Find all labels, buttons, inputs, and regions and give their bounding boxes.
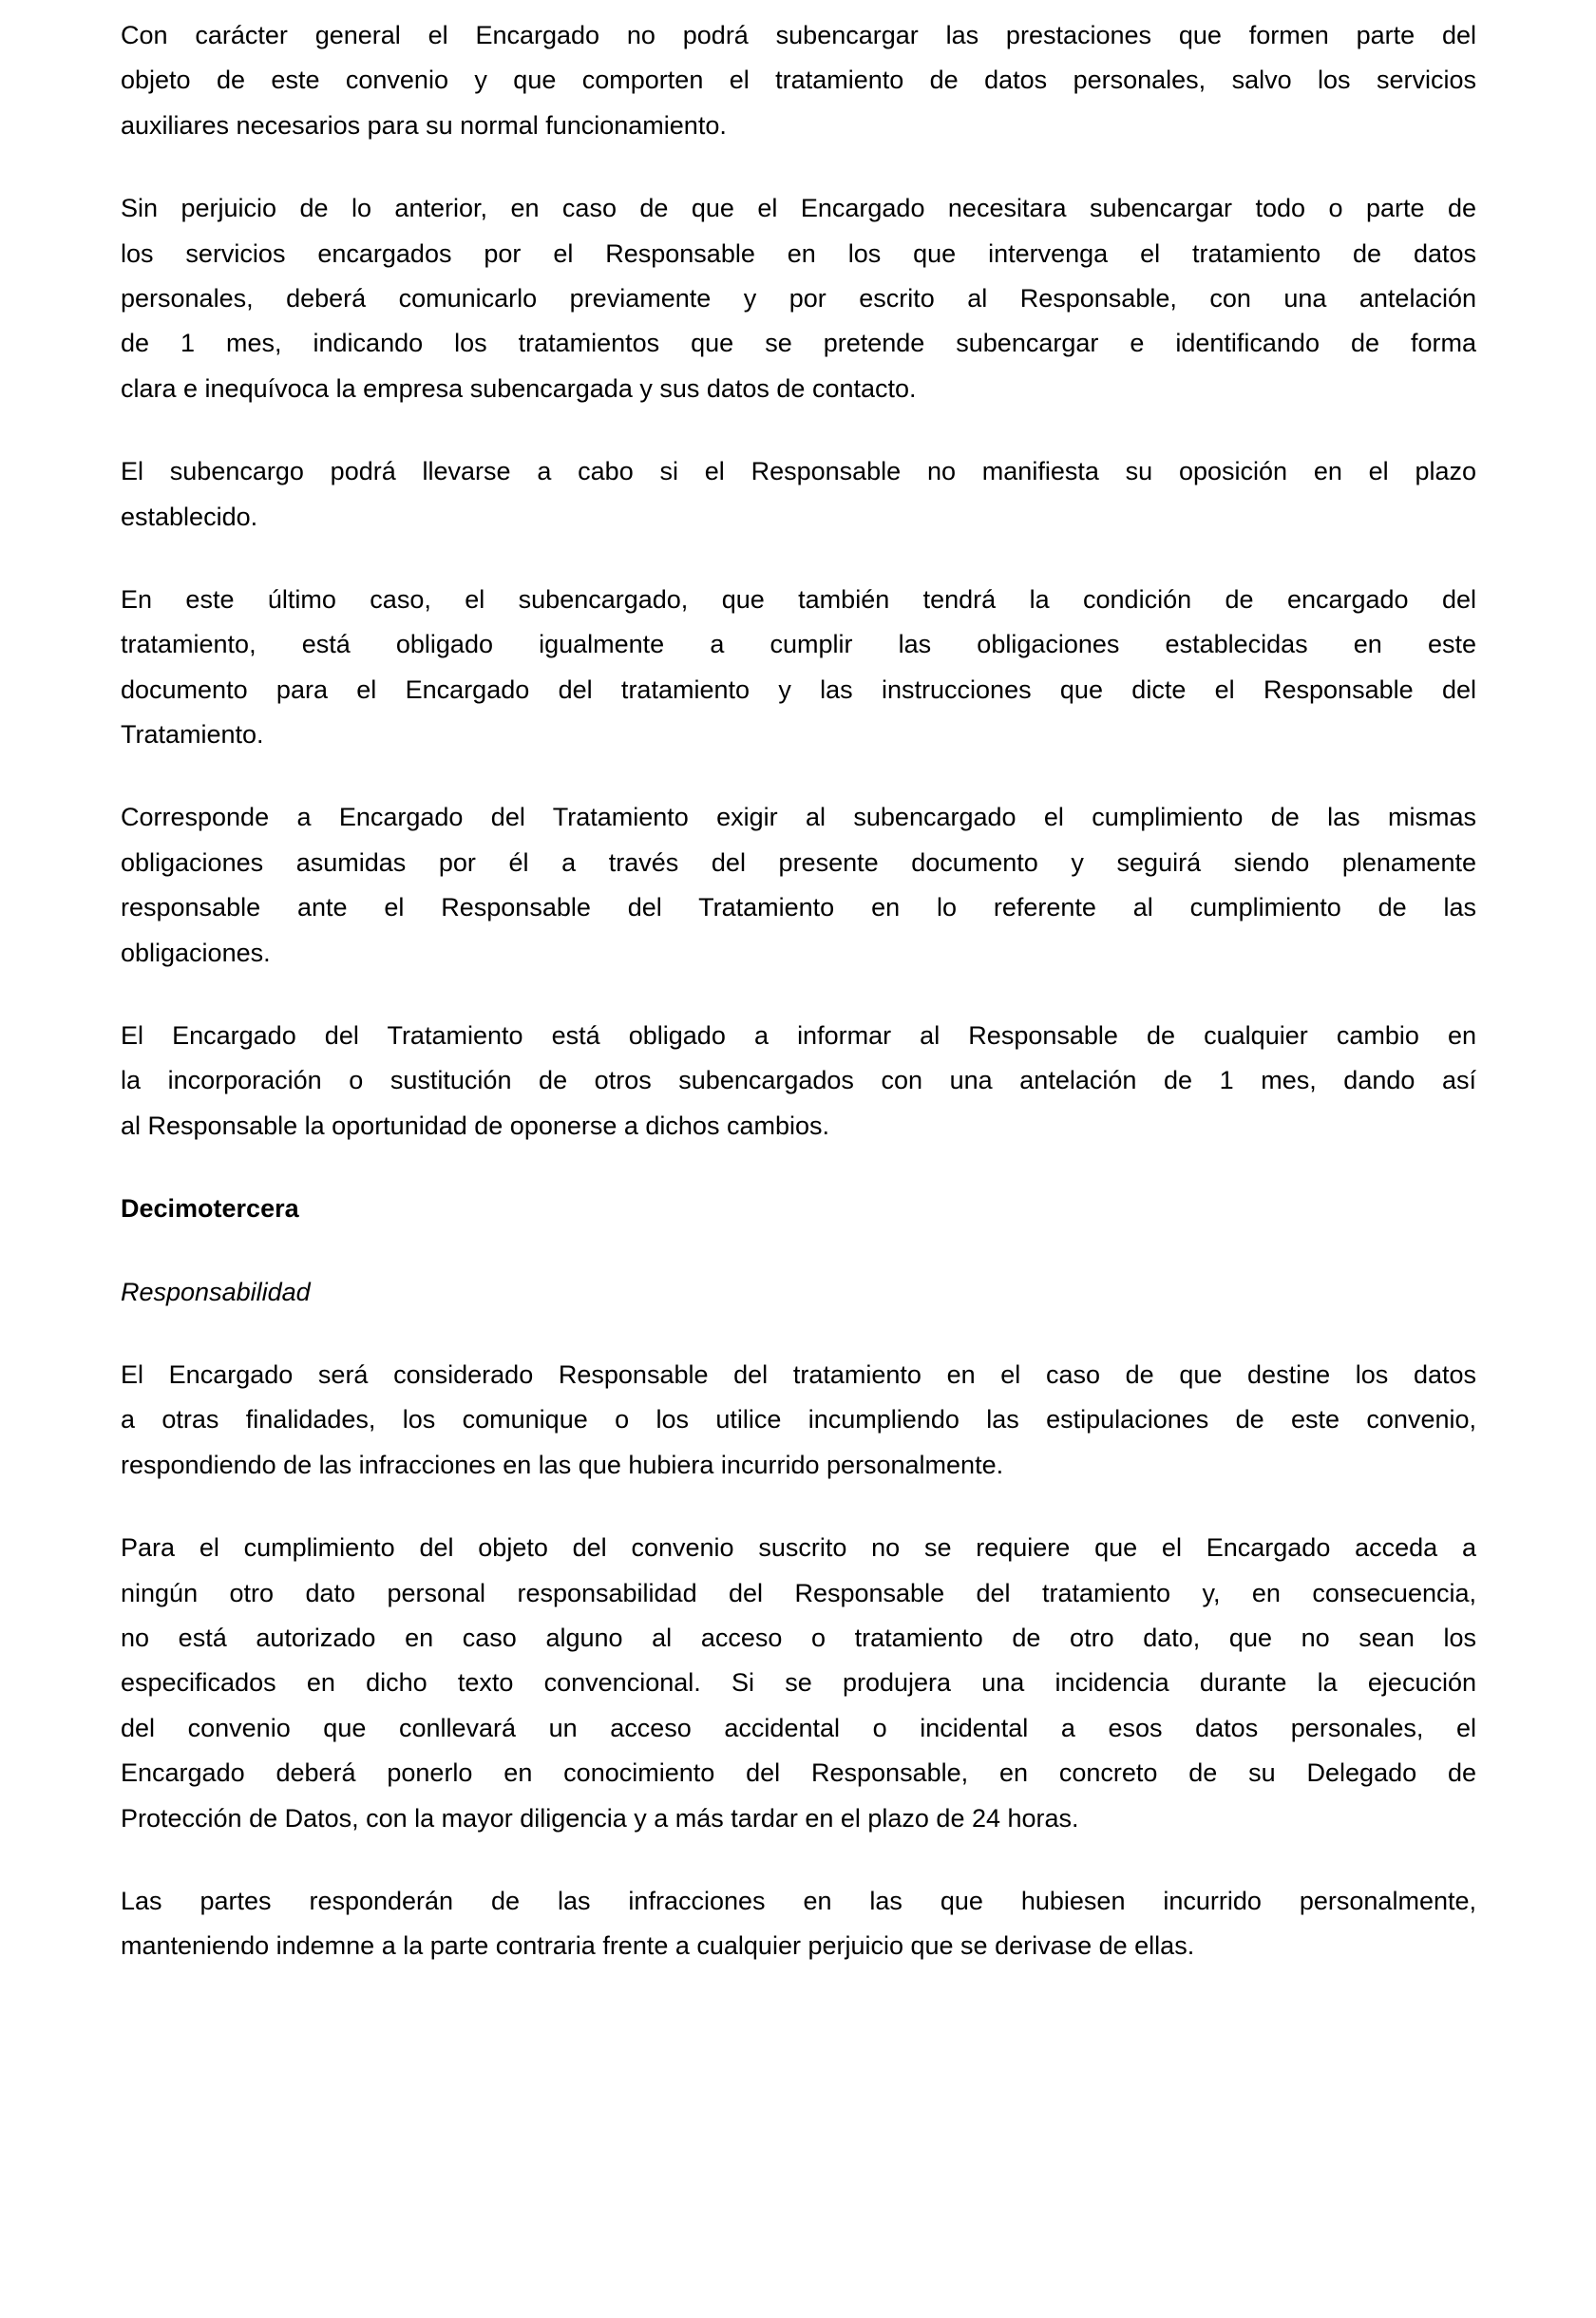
- text-line: no está autorizado en caso alguno al acceso o tratamiento de otro dato, que no sean los: [121, 1623, 1476, 1652]
- paragraph: [121, 449, 1476, 540]
- text-line: los servicios encargados por el Responsable en los que intervenga el tratamiento de datos: [121, 238, 1476, 268]
- text-line: obligaciones.: [121, 938, 271, 967]
- text-line: Responsabilidad: [121, 1277, 311, 1306]
- text-line: personales, deberá comunicarlo previamente y por escrito al Responsable, con una antelación: [121, 283, 1476, 313]
- paragraph: [121, 1526, 1476, 1841]
- text-line: del convenio que conllevará un acceso accidental o incidental a esos datos personales, el: [121, 1713, 1476, 1742]
- text-line: Las partes responderán de las infracciones en las que hubiesen incurrido personalmente,: [121, 1886, 1476, 1915]
- text-line: establecido.: [121, 502, 258, 531]
- paragraph: [121, 1014, 1476, 1149]
- text-line: Decimotercera: [121, 1194, 299, 1224]
- section-heading: [121, 1187, 1476, 1231]
- text-line: objeto de este convenio y que comporten el tratamiento de datos personales, salvo los servicios: [121, 66, 1476, 95]
- paragraph: [121, 578, 1476, 758]
- text-line: El Encargado será considerado Responsable del tratamiento en el caso de que destine los datos: [121, 1359, 1476, 1389]
- text-line: respondiendo de las infracciones en las que hubiera incurrido personalmente.: [121, 1450, 1004, 1479]
- section-subtitle: [121, 1270, 1476, 1315]
- paragraph: [121, 1353, 1476, 1488]
- text-line: documento para el Encargado del tratamiento y las instrucciones que dicte el Responsable del: [121, 674, 1476, 704]
- text-line: El subencargo podrá llevarse a cabo si el Responsable no manifiesta su oposición en el plazo: [121, 457, 1476, 486]
- paragraph: [121, 795, 1476, 976]
- paragraph: [121, 1879, 1476, 1969]
- text-line: auxiliares necesarios para su normal funcionamiento.: [121, 110, 727, 140]
- text-line: En este último caso, el subencargado, que también tendrá la condición de encargado del: [121, 584, 1476, 614]
- text-line: Para el cumplimiento del objeto del convenio suscrito no se requiere que el Encargado acceda a: [121, 1533, 1476, 1563]
- text-line: la incorporación o sustitución de otros subencargados con una antelación de 1 mes, dando así: [121, 1066, 1476, 1095]
- text-line: Tratamiento.: [121, 720, 264, 750]
- text-line: Corresponde a Encargado del Tratamiento exigir al subencargado el cumplimiento de las mismas: [121, 803, 1476, 832]
- text-line: al Responsable la oportunidad de oponerse a dichos cambios.: [121, 1111, 829, 1140]
- paragraph: [121, 13, 1476, 148]
- paragraph: [121, 186, 1476, 411]
- text-line: responsable ante el Responsable del Tratamiento en lo referente al cumplimiento de las: [121, 893, 1476, 922]
- text-line: clara e inequívoca la empresa subencargada y sus datos de contacto.: [121, 373, 917, 403]
- text-line: Encargado deberá ponerlo en conocimiento del Responsable, en concreto de su Delegado de: [121, 1758, 1476, 1788]
- text-line: de 1 mes, indicando los tratamientos que se pretende subencargar e identificando de forma: [121, 329, 1476, 358]
- text-line: manteniendo indemne a la parte contraria frente a cualquier perjuicio que se derivase de ellas.: [121, 1931, 1195, 1961]
- text-line: a otras finalidades, los comunique o los utilice incumpliendo las estipulaciones de este convenio,: [121, 1405, 1476, 1434]
- text-line: El Encargado del Tratamiento está obligado a informar al Responsable de cualquier cambio en: [121, 1021, 1476, 1051]
- text-line: ningún otro dato personal responsabilidad del Responsable del tratamiento y, en consecuencia,: [121, 1578, 1476, 1607]
- document-page: [121, 13, 1476, 2007]
- text-line: obligaciones asumidas por él a través del presente documento y seguirá siendo plenamente: [121, 847, 1476, 877]
- text-line: Sin perjuicio de lo anterior, en caso de que el Encargado necesitara subencargar todo o parte de: [121, 194, 1476, 223]
- text-line: especificados en dicho texto convencional. Si se produjera una incidencia durante la ejecución: [121, 1668, 1476, 1698]
- text-line: Con carácter general el Encargado no podrá subencargar las prestaciones que formen parte del: [121, 21, 1476, 49]
- text-line: Protección de Datos, con la mayor diligencia y a más tardar en el plazo de 24 horas.: [121, 1803, 1079, 1833]
- text-line: tratamiento, está obligado igualmente a cumplir las obligaciones establecidas en este: [121, 630, 1476, 659]
